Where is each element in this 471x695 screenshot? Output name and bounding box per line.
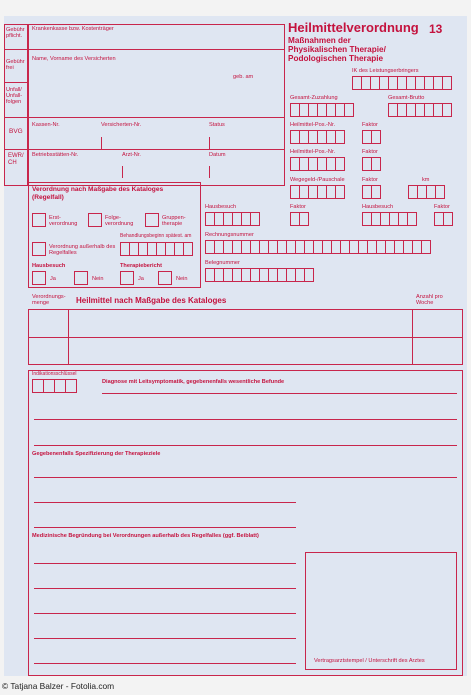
subtitle-line: Podologischen Therapie: [288, 54, 384, 64]
gesamt-brutto-label: Gesamt-Brutto: [388, 95, 425, 101]
begruendung-heading: Medizinische Begründung bei Verordnungen außerhalb des Regelfalles (ggf. Beiblatt): [32, 533, 259, 539]
therapieziele-heading: Gegebenenfalls Spezifizierung der Therapieziele: [32, 451, 161, 457]
faktor-cells-3[interactable]: [362, 185, 380, 199]
begruendung-line[interactable]: [34, 663, 296, 664]
prescription-form: [4, 16, 467, 676]
bvg-label: BVG: [9, 128, 23, 135]
subtitle-line: Maßnahmen der: [288, 36, 351, 45]
begruendung-line[interactable]: [34, 563, 296, 564]
heilmittel-pos-cells-1[interactable]: [290, 130, 344, 144]
name-label: Name, Vorname des Versicherten: [32, 56, 116, 62]
heilmittel-heading: Heilmittel nach Maßgabe des Kataloges: [76, 296, 227, 305]
hausbesuch-label-1: Hausbesuch: [205, 204, 237, 210]
zuzahlung-cells[interactable]: [290, 103, 353, 117]
datum-label: Datum: [209, 152, 226, 158]
hausbesuch-nein-checkbox[interactable]: [74, 271, 88, 285]
belegnummer-cells[interactable]: [205, 268, 313, 282]
indikationsschluessel-label: Indikationsschlüssel: [32, 371, 77, 377]
ausserhalb-regelfall-label: Verordnung außerhalb des Regelfalles: [49, 244, 116, 257]
begruendung-line[interactable]: [34, 638, 296, 639]
form-subtitle: [288, 36, 386, 63]
geb-am-label: geb. am: [233, 74, 254, 80]
hausbesuch-cells-1[interactable]: [205, 212, 259, 226]
hausbesuch-label-2: Hausbesuch: [362, 204, 394, 210]
subtitle-line: Physikalischen Therapie/: [288, 45, 386, 55]
kassen-nr-label: Kassen-Nr.: [32, 122, 60, 128]
begruendung-line[interactable]: [34, 613, 296, 614]
folgeverordnung-checkbox[interactable]: [88, 213, 102, 227]
form-number: 13: [429, 22, 443, 36]
verordnung-heading: Verordnung nach Maßgabe des Kataloges: [32, 186, 164, 193]
faktor-cells-2[interactable]: [362, 157, 380, 171]
km-label: km: [422, 177, 430, 183]
km-cells[interactable]: [408, 185, 444, 199]
therapieziele-line[interactable]: [34, 502, 296, 503]
krankenkasse-label: Krankenkasse bzw. Kostenträger: [32, 26, 114, 32]
heilmittel-row-2[interactable]: [29, 338, 462, 365]
heilmittel-pos-label-1: Heilmittel-Pos.-Nr.: [290, 122, 336, 128]
hausbesuch-cells-2[interactable]: [362, 212, 416, 226]
diagnose-heading: Diagnose mit Leitsymptomatik, gegebenenfalls wesentliche Befunde: [102, 379, 285, 385]
wegegeld-cells[interactable]: [290, 185, 344, 199]
faktor-label-5: Faktor: [434, 204, 450, 210]
therapiebericht-heading: Therapiebericht: [120, 263, 162, 269]
hausbesuch-heading: Hausbesuch: [32, 263, 66, 269]
erstverordnung-checkbox[interactable]: [32, 213, 46, 227]
therapiebericht-ja-label: Ja: [138, 276, 144, 282]
indikationsschluessel-cells[interactable]: [32, 379, 76, 393]
belegnummer-label: Belegnummer: [205, 260, 240, 266]
therapiebericht-nein-checkbox[interactable]: [158, 271, 172, 285]
therapiebericht-nein-label: Nein: [176, 276, 188, 282]
form-title: Heilmittelverordnung: [288, 20, 419, 35]
ik-cells[interactable]: [352, 76, 451, 90]
begruendung-line[interactable]: [34, 588, 296, 589]
faktor-cells-4[interactable]: [290, 212, 308, 226]
ik-label: IK des Leistungserbringers: [352, 68, 419, 74]
heilmittel-row-1[interactable]: [29, 310, 462, 337]
folgeverordnung-label: Folge- verordnung: [105, 215, 134, 228]
hausbesuch-ja-label: Ja: [50, 276, 56, 282]
ewr-label: EWR/ CH: [8, 153, 24, 166]
betriebsstaetten-nr-label: Betriebsstätten-Nr.: [32, 152, 79, 158]
behandlungsbeginn-cells[interactable]: [120, 242, 192, 256]
faktor-label-4: Faktor: [290, 204, 306, 210]
faktor-label-2: Faktor: [362, 149, 378, 155]
gruppentherapie-label: Gruppen- therapie: [162, 215, 186, 228]
stempel-label: Vertragsarztstempel / Unterschrift des Arztes: [314, 658, 425, 664]
erstverordnung-label: Erst- verordnung: [49, 215, 78, 228]
faktor-cells-5[interactable]: [434, 212, 452, 226]
behandlungsbeginn-label: Behandlungsbeginn spätest. am: [120, 233, 192, 239]
brutto-cells[interactable]: [388, 103, 451, 117]
photo-credit: © Tatjana Balzer - Fotolia.com: [2, 681, 115, 691]
rechnungsnummer-label: Rechnungsnummer: [205, 232, 254, 238]
therapiebericht-ja-checkbox[interactable]: [120, 271, 134, 285]
rechnungsnummer-cells[interactable]: [205, 240, 430, 254]
diagnose-line[interactable]: [34, 445, 457, 446]
faktor-label-1: Faktor: [362, 122, 378, 128]
arzt-nr-label: Arzt-Nr.: [122, 152, 141, 158]
gruppentherapie-checkbox[interactable]: [145, 213, 159, 227]
heilmittel-pos-label-2: Heilmittel-Pos.-Nr.: [290, 149, 336, 155]
stempel-box[interactable]: [305, 552, 457, 670]
verordnung-heading-2: (Regelfall): [32, 194, 64, 201]
gebuehr-pflicht-label: Gebühr pflicht.: [6, 27, 25, 40]
gebuehr-frei-label: Gebühr frei: [6, 59, 25, 72]
faktor-label-3: Faktor: [362, 177, 378, 183]
hausbesuch-nein-label: Nein: [92, 276, 104, 282]
therapieziele-line[interactable]: [34, 527, 296, 528]
gesamt-zuzahlung-label: Gesamt-Zuzahlung: [290, 95, 338, 101]
anzahl-pro-woche-label: Anzahl pro Woche: [416, 294, 443, 307]
unfall-label: Unfall/ Unfall- folgen: [6, 87, 23, 106]
heilmittel-pos-cells-2[interactable]: [290, 157, 344, 171]
verordnungsmenge-label: Verordnungs- menge: [32, 294, 66, 307]
faktor-cells-1[interactable]: [362, 130, 380, 144]
diagnose-line[interactable]: [102, 393, 457, 394]
hausbesuch-ja-checkbox[interactable]: [32, 271, 46, 285]
therapieziele-line[interactable]: [34, 477, 457, 478]
ausserhalb-regelfall-checkbox[interactable]: [32, 242, 46, 256]
status-label: Status: [209, 122, 225, 128]
wegegeld-label: Wegegeld-/Pauschale: [290, 177, 345, 183]
versicherten-nr-label: Versicherten-Nr.: [101, 122, 142, 128]
diagnose-line[interactable]: [34, 419, 457, 420]
